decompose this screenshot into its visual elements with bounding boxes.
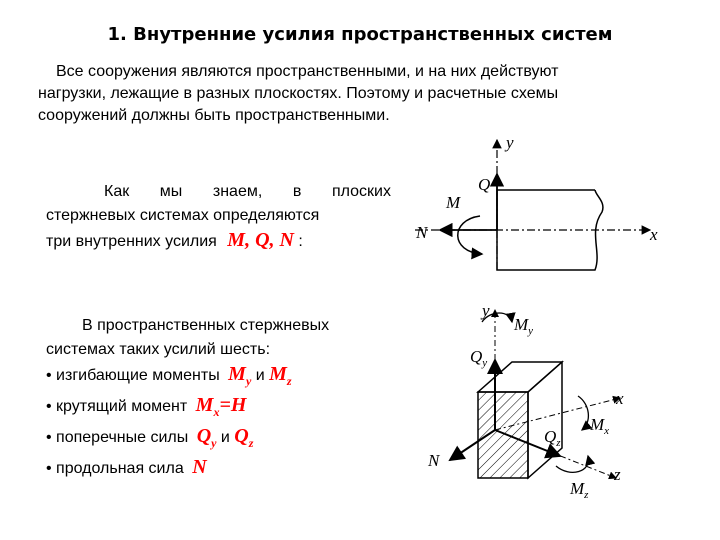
colon: :: [293, 233, 303, 250]
symbol-mz: $M_z$: [269, 363, 292, 388]
word: знаем,: [212, 183, 263, 200]
bullet-text: • изгибающие моменты: [46, 367, 220, 384]
paragraph-line: В пространственных стержневых: [82, 317, 330, 334]
spatial-forces-paragraph: [46, 314, 406, 481]
n-label: N: [428, 451, 440, 470]
symbol-my: $M_y$: [228, 363, 252, 388]
bullet-bending-moments: [46, 362, 406, 393]
paragraph-line: системах таких усилий шесть:: [46, 341, 271, 358]
m-label: M: [446, 193, 461, 212]
slide-title: 1. Внутренние усилия пространственных систем: [107, 24, 613, 45]
word: мы: [159, 183, 183, 200]
line-text: три внутренних усилия: [46, 233, 217, 250]
symbol-qz: $Q_z$: [234, 425, 254, 450]
bullet-text: • крутящий момент: [46, 398, 188, 415]
cross-section-face: [478, 392, 528, 478]
bullet-text: • продольная сила: [46, 460, 184, 477]
moment-x-arc: [578, 396, 588, 430]
paragraph-line: стержневых системах определяются: [46, 207, 320, 224]
z-label: z: [614, 465, 621, 484]
conjunction: и: [216, 429, 235, 446]
paragraph-line: [46, 228, 391, 254]
intro-line: нагрузки, лежащие в разных плоскостях. Поэтому и расчетные схемы: [38, 85, 559, 102]
force-symbols: M, Q, N: [227, 229, 294, 251]
side-face: [528, 362, 562, 478]
x-label: x: [616, 389, 624, 408]
symbol-qy: $Q_y$: [196, 425, 217, 450]
mx-label: $M_x$: [590, 415, 610, 437]
my-label: $M_y$: [514, 315, 534, 337]
spatial-section-diagram: [420, 300, 640, 500]
intro-line: сооружений должны быть пространственными.: [38, 107, 390, 124]
word: Как: [104, 183, 130, 200]
qz-label: $Q_z$: [544, 427, 561, 449]
moment-arc: [458, 216, 482, 254]
paragraph-line: [46, 180, 391, 204]
moment-z-arc: [556, 456, 588, 472]
qy-label: $Q_y$: [470, 347, 488, 369]
symbol-mx: $M_x=H$: [195, 394, 247, 419]
bullet-text: • поперечные силы: [46, 429, 189, 446]
word: плоских: [331, 183, 391, 200]
planar-forces-paragraph: [46, 180, 391, 254]
y-label: y: [482, 301, 490, 320]
bullet-axial-force: [46, 455, 406, 481]
mz-label: $M_z$: [570, 479, 589, 500]
conjunction: и: [251, 367, 270, 384]
intro-line: Все сооружения являются пространственными, и на них действуют: [56, 63, 559, 80]
x-label: x: [650, 225, 658, 244]
y-label: y: [506, 134, 514, 152]
planar-section-diagram: [410, 134, 670, 274]
intro-paragraph: [38, 61, 688, 127]
word: в: [292, 183, 302, 200]
top-face: [478, 362, 562, 392]
symbol-n: N: [192, 456, 207, 478]
n-label: N: [416, 223, 428, 242]
bullet-torque: [46, 393, 406, 424]
q-label: Q: [478, 175, 491, 194]
bullet-shear-forces: [46, 424, 406, 455]
